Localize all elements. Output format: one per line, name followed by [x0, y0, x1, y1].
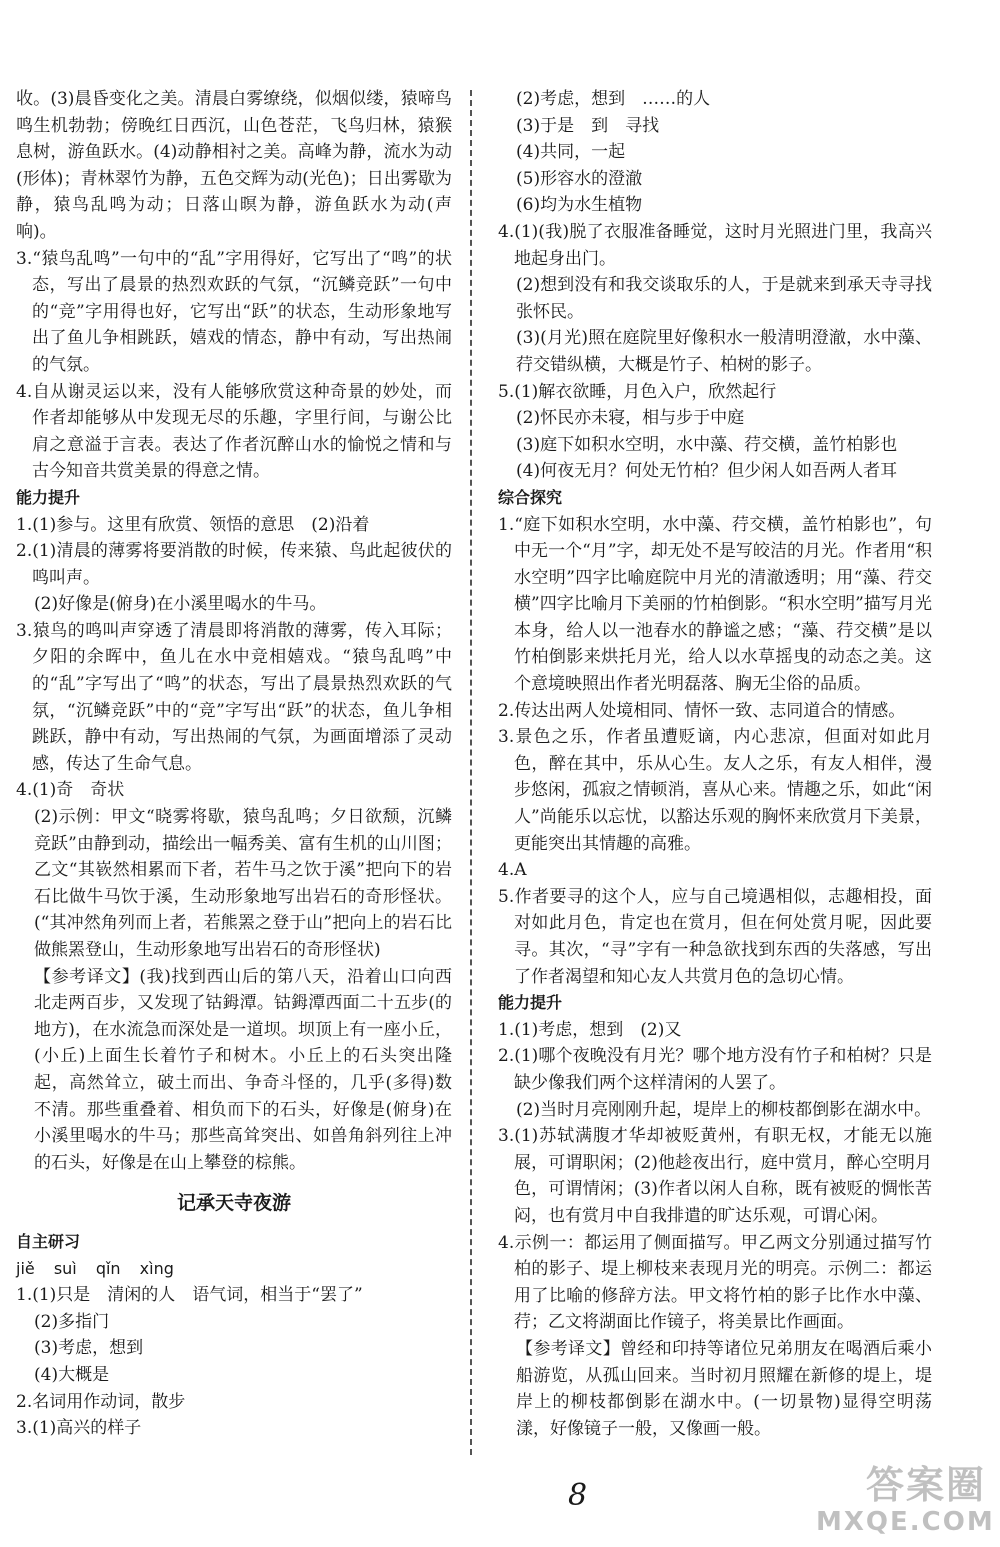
left-column	[16, 86, 452, 1442]
para-r-2: (4)共同，一起	[516, 142, 626, 163]
para-r-5: 4.(1)(我)脱了衣服准备睡觉，这时月光照进门里，我高兴地起身出门。	[498, 221, 932, 269]
para-r-13: 1.“庭下如积水空明，水中藻、荇交横，盖竹柏影也”，句中无一个“月”字，却无处不是写皎洁的月光。作者用“积水空明”四字比喻庭院中月光的清澈透明；用“藻、荇交横”四字比喻月下美丽的竹柏倒影。“积水空明”描写月光本身，给人以一池春水的静谧之感；“藻、荇交横”是以竹柏倒影来烘托月光，给人以水草摇曳的动态之美。这个意境映照出作者光明磊落、胸无尘俗的品质。	[498, 514, 932, 695]
para-r-19: 1.(1)考虑，想到 (2)又	[498, 1019, 682, 1040]
para-l-2: 4.自从谢灵运以来，没有人能够欣赏这种奇景的妙处，而作者却能够从中发现无尽的乐趣，字里行间，与谢公比肩之意溢于言表。表达了作者沉醉山水的愉悦之情和与古今知音共赏美景的得意之情。	[16, 381, 452, 482]
watermark-logo	[816, 1463, 995, 1541]
para-l-18: 2.名词用作动词，散步	[16, 1391, 186, 1412]
para-l-19: 3.(1)高兴的样子	[16, 1418, 142, 1439]
para-l-1: 3.“猿鸟乱鸣”一句中的“乱”字用得好，它写出了“鸣”的状态，写出了晨景的热烈欢跃的气氛，“沉鳞竞跃”一句中的“竞”字用得也好，它写出“跃”的状态，生动形象地写出了鱼儿争相跳跃，嬉戏的情态，静中有动，写出热闹的气氛。	[16, 248, 452, 375]
para-r-1: (3)于是 到 寻找	[516, 115, 660, 136]
para-l-14: 1.(1)只是 清闲的人 语气词，相当于“罢了”	[16, 1285, 363, 1306]
para-l-0: 收。(3)晨昏变化之美。清晨白雾缭绕，似烟似缕，猿啼鸟鸣生机勃勃；傍晚红日西沉，山色苍茫，飞鸟归林，猿猴息树，游鱼跃水。(4)动静相衬之美。高峰为静，流水为动(形体)；青林翠竹为静，五色交辉为动(光色)；日出雾歇为静，猿鸟乱鸣为动；日落山暝为静，游鱼跃水为动(声响)。	[16, 89, 452, 242]
para-l-7: 3.猿鸟的鸣叫声穿透了清晨即将消散的薄雾，传入耳际；夕阳的余晖中，鱼儿在水中竞相嬉戏。“猿鸟乱鸣”中的“乱”字写出了“鸣”的状态，写出了晨景热烈欢跃的气氛，“沉鳞竞跃”中的“竞”字写出“跃”的状态，鱼儿争相跳跃，静中有动，写出热闹的气氛，为画面增添了灵动感，传达了生命气息。	[16, 620, 452, 774]
para-r-4: (6)均为水生植物	[516, 195, 643, 216]
para-r-24: 【参考译文】曾经和印持等诸位兄弟朋友在喝酒后乘小船游览，从孤山回来。当时初月照耀在新修的堤上，堤岸上的柳枝都倒影在湖水中。(一切景物)显得空明荡漾，好像镜子一般，又像画一般。	[516, 1338, 932, 1439]
watermark-line2: MXQE.COM	[816, 1507, 995, 1537]
para-r-10: (3)庭下如积水空明，水中藻、荇交横，盖竹柏影也	[516, 434, 898, 455]
para-r-0: (2)考虑，想到 ……的人	[516, 89, 711, 109]
para-r-11: (4)何夜无月？何处无竹柏？但少闲人如吾两人者耳	[516, 461, 898, 482]
para-l-8: 4.(1)奇 奇状	[16, 780, 125, 801]
section-heading-zonghe: 综合探究	[498, 487, 563, 507]
para-r-7: (3)(月光)照在庭院里好像积水一般清明澄澈，水中藻、荇交错纵横，大概是竹子、柏树的影子。	[516, 328, 932, 375]
para-r-6: (2)想到没有和我交谈取乐的人，于是就来到承天寺寻找张怀民。	[516, 275, 932, 322]
para-r-17: 5.作者要寻的这个人，应与自己境遇相似，志趣相投，面对如此月色，肯定也在赏月，但在何处赏月呢，因此要寻。其次，“寻”字有一种急欲找到东西的失落感，写出了作者渴望和知心友人共赏月色的急切心情。	[498, 886, 932, 987]
para-r-14: 2.传达出两人处境相同、情怀一致、志同道合的情感。	[498, 700, 906, 721]
para-r-3: (5)形容水的澄澈	[516, 168, 643, 189]
section-heading-nengli-1: 能力提升	[16, 487, 81, 507]
para-l-15: (2)多指门	[34, 1311, 110, 1332]
para-r-22: 3.(1)苏轼满腹才华却被贬黄州，有职无权，才能无以施展，可谓职闲；(2)他趁夜出行，庭中赏月，醉心空明月色，可谓情闲；(3)作者以闲人自称，既有被贬的惆怅苦闷，也有赏月中自我排遣的旷达乐观，可谓心闲。	[498, 1126, 932, 1226]
watermark-line1: 答案圈	[865, 1463, 986, 1507]
para-l-5: 2.(1)清晨的薄雾将要消散的时候，传来猿、鸟此起彼伏的鸣叫声。	[16, 541, 452, 588]
para-l-6: (2)好像是(俯身)在小溪里喝水的牛马。	[34, 594, 327, 615]
para-l-10: 【参考译文】(我)找到西山后的第八天，沿着山口向西北走两百步，又发现了钴鉧潭。钴鉧潭西面二十五步(的地方)，在水流急而深处是一道坝。坝顶上有一座小丘，(小丘)上面生长着竹子和树木。小丘上的石头突出隆起，高然耸立，破土而出、争奇斗怪的，几乎(多得)数不清。那些重叠着、相负而下的石头，好像是(俯身)在小溪里喝水的牛马；那些高耸突出、如兽角斜列往上冲的石头，好像是在山上攀登的棕熊。	[34, 966, 452, 1173]
right-column	[498, 86, 932, 1442]
section-heading-nengli-2: 能力提升	[498, 993, 563, 1013]
para-l-4: 1.(1)参与。这里有欣赏、领悟的意思 (2)沿着	[16, 514, 370, 535]
para-l-16: (3)考虑，想到	[34, 1338, 144, 1359]
para-r-21: (2)当时月亮刚刚升起，堤岸上的柳枝都倒影在湖水中。	[516, 1099, 932, 1120]
para-l-17: (4)大概是	[34, 1364, 110, 1385]
pinyin-line: jiě suì qǐn xìng	[16, 1258, 174, 1278]
column-divider	[470, 90, 472, 1455]
para-r-23: 4.示例一：都运用了侧面描写。甲乙两文分别通过描写竹柏的影子、堤上柳枝来表现月光的明亮。示例二：都运用了比喻的修辞方法。甲文将竹柏的影子比作水中藻、荇；乙文将湖面比作镜子，将美景比作画面。	[498, 1232, 932, 1333]
section-heading-zizhu: 自主研习	[16, 1231, 81, 1251]
para-l-9: (2)示例：甲文“晓雾将歇，猿鸟乱鸣；夕日欲颓，沉鳞竞跃”由静到动，描绘出一幅秀美、富有生机的山川图；乙文“其嵚然相累而下者，若牛马之饮于溪”把向下的岩石比做牛马饮于溪，生动形象地写出岩石的奇形怪状。(“其冲然角列而上者，若熊罴之登于山”把向上的岩石比做熊罴登山，生动形象地写出岩石的奇形怪状)	[34, 807, 452, 960]
para-r-8: 5.(1)解衣欲睡，月色入户，欣然起行	[498, 381, 777, 402]
para-r-16: 4.A	[498, 860, 527, 881]
article-title: 记承天寺夜游	[176, 1192, 291, 1215]
page-number: 8	[568, 1478, 588, 1513]
para-r-9: (2)怀民亦未寝，相与步于中庭	[516, 408, 745, 429]
para-r-15: 3.景色之乐，作者虽遭贬谪，内心悲凉，但面对如此月色，醉在其中，乐从心生。友人之乐，有友人相伴，漫步悠闲，孤寂之情顿消，喜从心来。情趣之乐，如此“闲人”尚能乐以忘忧，以豁达乐观的胸怀来欣赏月下美景，更能突出其情趣的高雅。	[498, 727, 932, 854]
para-r-20: 2.(1)哪个夜晚没有月光？哪个地方没有竹子和柏树？只是缺少像我们两个这样清闲的人罢了。	[498, 1046, 932, 1093]
